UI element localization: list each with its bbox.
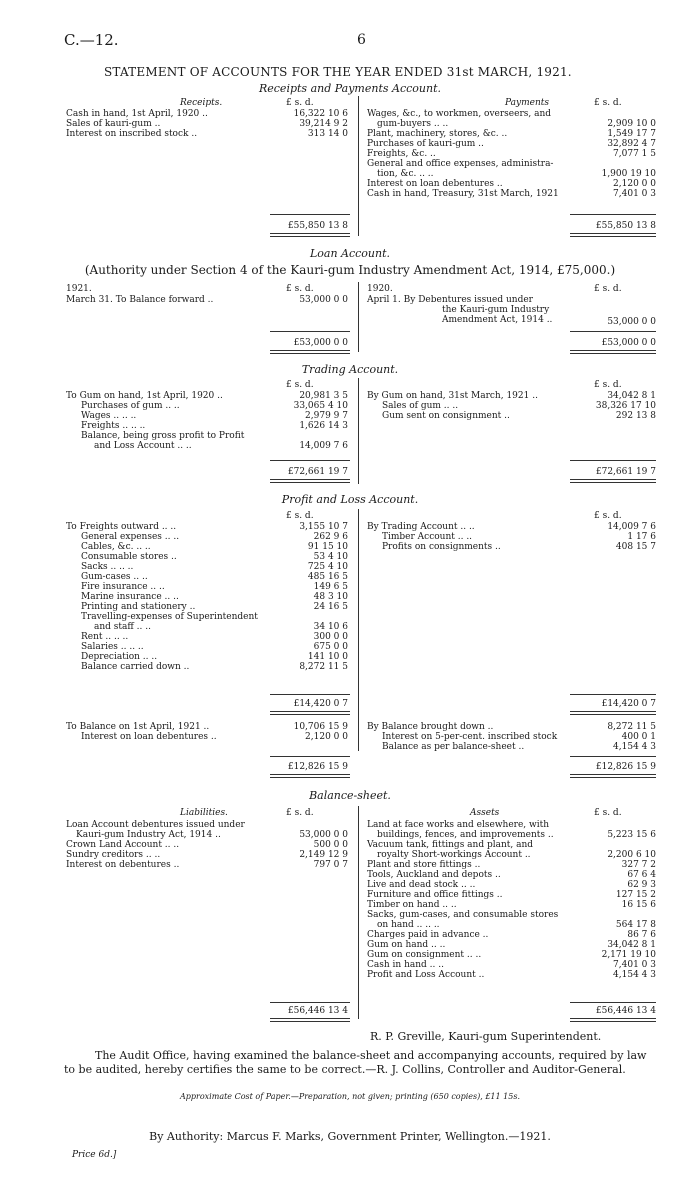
receipts-payments-heading: Receipts and Payments Account. (258, 82, 441, 95)
asset-row: Gum on consignment .. .. (367, 950, 482, 960)
asset-row: Gum on hand .. .. (367, 940, 446, 950)
amount: 1,549 17 7 (607, 129, 656, 139)
receipts-amounts (262, 109, 348, 139)
receipt-row-cash: Cash in hand, 1st April, 1920 .. (66, 109, 208, 119)
amount: 327 7 2 (621, 860, 656, 870)
amount: 14,009 7 6 (607, 522, 656, 532)
pl-row: Timber Account .. .. (382, 532, 473, 542)
trading-row: Freights .. .. .. (81, 421, 146, 431)
amount: 20,981 3 5 (299, 391, 348, 401)
asset-row: royalty Short-workings Account .. (377, 850, 531, 860)
amount: 797 0 7 (313, 860, 348, 870)
amount: 7,077 1 5 (613, 149, 656, 159)
amount: 292 13 8 (615, 411, 656, 421)
amount: 400 0 1 (621, 732, 656, 742)
amount: 408 15 7 (615, 542, 656, 552)
asset-row: Furniture and office fittings .. (367, 890, 503, 900)
currency-head: £ s. d. (594, 284, 622, 294)
double-rule (570, 479, 656, 483)
trading-row: To Gum on hand, 1st April, 1920 .. (66, 391, 223, 401)
amount: 3,155 10 7 (299, 522, 348, 532)
currency-head: £ s. d. (286, 808, 314, 818)
liabilities-total: £56,446 13 4 (287, 1006, 348, 1016)
page-number: 6 (357, 32, 366, 48)
assets-total: £56,446 13 4 (595, 1006, 656, 1016)
pl-row: Fire insurance .. .. (81, 582, 165, 592)
amount: 86 7 6 (627, 930, 656, 940)
loan-authority: (Authority under Section 4 of the Kauri-gum Industry Amendment Act, 1914, £75,000.) (84, 263, 616, 277)
pl-credit-total: £14,420 0 7 (601, 699, 656, 709)
column-divider (358, 509, 359, 751)
amount: 313 14 0 (307, 129, 348, 139)
column-divider (358, 806, 359, 1019)
amount (568, 159, 656, 169)
trading-row: Sales of gum .. .. (382, 401, 459, 411)
liabilities-head: Liabilities. (180, 808, 228, 818)
currency-head: £ s. d. (594, 808, 622, 818)
rule (570, 694, 656, 695)
document-ref: C.—12. (64, 31, 119, 49)
rule (570, 460, 656, 461)
assets-list (367, 820, 577, 980)
trading-row: Balance, being gross profit to Profit (81, 431, 245, 441)
pl-row: and staff .. .. (94, 622, 151, 632)
asset-row: Tools, Auckland and depots .. (367, 870, 501, 880)
payments-column-head: Payments (505, 98, 549, 108)
payment-row: Wages, &c., to workmen, overseers, and (367, 109, 552, 119)
amount: 485 16 5 (307, 572, 348, 582)
page-title: STATEMENT OF ACCOUNTS FOR THE YEAR ENDED 31st MARCH, 1921. (104, 65, 572, 79)
rule (570, 756, 656, 757)
amount: 675 0 0 (313, 642, 348, 652)
pl-row: By Balance brought down .. (367, 722, 494, 732)
audit-line-2: to be audited, hereby certifies the same to be correct.—R. J. Collins, Controller and Auditor-General. (64, 1063, 626, 1076)
trading-credit-total: £72,661 19 7 (595, 467, 656, 477)
amount: 16 15 6 (621, 900, 656, 910)
pl-row: To Balance on 1st April, 1921 .. (66, 722, 210, 732)
amount: 1 17 6 (627, 532, 656, 542)
asset-row: Charges paid in advance .. (367, 930, 489, 940)
amount: 300 0 0 (313, 632, 348, 642)
profit-loss-credit-list-2 (367, 722, 572, 752)
currency-head: £ s. d. (286, 98, 314, 108)
currency-head: £ s. d. (594, 511, 622, 521)
asset-row: on hand .. .. .. (377, 920, 440, 930)
amount: 91 15 10 (307, 542, 348, 552)
amount: 38,326 17 10 (595, 401, 656, 411)
payments-amounts (568, 109, 656, 199)
amount: 5,223 15 6 (607, 830, 656, 840)
column-divider (358, 96, 359, 236)
signature: R. P. Greville, Kauri-gum Superintendent. (370, 1030, 602, 1043)
amount (262, 431, 348, 441)
pl-row: Cables, &c. .. .. (81, 542, 151, 552)
double-rule (270, 233, 350, 237)
double-rule (570, 1018, 656, 1022)
asset-row: Profit and Loss Account .. (367, 970, 485, 980)
liability-row: Crown Land Account .. .. (66, 840, 180, 850)
loan-heading: Loan Account. (309, 247, 391, 260)
loan-right-total: £53,000 0 0 (601, 338, 656, 348)
amount: 2,149 12 9 (299, 850, 348, 860)
loan-right-line: April 1. By Debentures issued under (367, 295, 533, 305)
asset-row: buildings, fences, and improvements .. (377, 830, 554, 840)
amount: 32,892 4 7 (607, 139, 656, 149)
amount: 24 16 5 (313, 602, 348, 612)
amount: 33,065 4 10 (293, 401, 348, 411)
double-rule (570, 233, 656, 237)
asset-row: Land at face works and elsewhere, with (367, 820, 549, 830)
liability-row: Interest on debentures .. (66, 860, 180, 870)
trading-row: and Loss Account .. .. (94, 441, 192, 451)
amount: 4,154 4 3 (613, 970, 656, 980)
pl-row: General expenses .. .. (81, 532, 180, 542)
pl-credit-total-2: £12,826 15 9 (595, 762, 656, 772)
pl-row: Rent .. .. .. (81, 632, 129, 642)
double-rule (270, 711, 350, 715)
loan-left-year: 1921. (66, 284, 92, 294)
amount: 34,042 8 1 (607, 940, 656, 950)
rule (270, 214, 350, 215)
amount: 2,120 0 0 (613, 179, 656, 189)
trading-debit-amounts (262, 391, 348, 451)
payment-row: gum-buyers .. .. (377, 119, 449, 129)
amount (568, 910, 656, 920)
payment-row: Interest on loan debentures .. (367, 179, 503, 189)
pl-row: Travelling-expenses of Superintendent (81, 612, 258, 622)
currency-head: £ s. d. (594, 380, 622, 390)
price: Price 6d.] (72, 1150, 117, 1160)
printer-line: By Authority: Marcus F. Marks, Government Printer, Wellington.—1921. (149, 1130, 551, 1143)
payment-row: General and office expenses, administra- (367, 159, 554, 169)
audit-line-1: The Audit Office, having examined the balance-sheet and accompanying accounts, required by law (95, 1049, 647, 1062)
receipts-column-head: Receipts. (180, 98, 223, 108)
payment-row: Cash in hand, Treasury, 31st March, 1921 (367, 189, 559, 199)
amount: 2,120 0 0 (305, 732, 348, 742)
double-rule (570, 711, 656, 715)
currency-head: £ s. d. (286, 284, 314, 294)
liability-row: Kauri-gum Industry Act, 1914 .. (76, 830, 221, 840)
currency-head: £ s. d. (286, 511, 314, 521)
amount: 2,171 19 10 (601, 950, 656, 960)
cost-note: Approximate Cost of Paper.—Preparation, not given; printing (650 copies), £11 15s. (180, 1092, 520, 1101)
payments-list (367, 109, 577, 199)
pl-row: Printing and stationery .. (81, 602, 196, 612)
amount: 7,401 0 3 (613, 189, 656, 199)
payments-total: £55,850 13 8 (595, 221, 656, 231)
loan-left-total: £53,000 0 0 (293, 338, 348, 348)
rule (270, 1002, 350, 1003)
amount: 141 10 0 (307, 652, 348, 662)
amount: 48 3 10 (313, 592, 348, 602)
amount (568, 820, 656, 830)
loan-right-year: 1920. (367, 284, 393, 294)
liability-row: Sundry creditors .. .. (66, 850, 161, 860)
receipt-row-interest: Interest on inscribed stock .. (66, 129, 198, 139)
liabilities-list (66, 820, 276, 870)
profit-loss-heading: Profit and Loss Account. (281, 493, 419, 506)
loan-right-lines (367, 295, 567, 325)
rule (570, 214, 656, 215)
amount: 725 4 10 (307, 562, 348, 572)
pl-row: Balance carried down .. (81, 662, 190, 672)
amount: 39,214 9 2 (299, 119, 348, 129)
loan-left-amount: 53,000 0 0 (299, 295, 348, 305)
payment-row: Purchases of kauri-gum .. (367, 139, 484, 149)
pl-row: Gum-cases .. .. (81, 572, 148, 582)
rule (270, 331, 350, 332)
amount: 53 4 10 (313, 552, 348, 562)
amount: 564 17 8 (615, 920, 656, 930)
assets-head: Assets (470, 808, 500, 818)
pl-row: By Trading Account .. .. (367, 522, 475, 532)
pl-row: To Freights outward .. .. (66, 522, 177, 532)
liability-row: Loan Account debentures issued under (66, 820, 245, 830)
double-rule (270, 350, 350, 354)
profit-loss-credit-amounts-2 (568, 722, 656, 752)
pl-row: Profits on consignments .. (382, 542, 501, 552)
profit-loss-debit-amounts-2 (262, 722, 348, 742)
pl-row: Depreciation .. .. (81, 652, 158, 662)
double-rule (270, 1018, 350, 1022)
receipts-list (66, 109, 276, 139)
trading-row: By Gum on hand, 31st March, 1921 .. (367, 391, 538, 401)
receipt-row-sales: Sales of kauri-gum .. (66, 119, 161, 129)
rule (270, 694, 350, 695)
double-rule (570, 350, 656, 354)
trading-debit-total: £72,661 19 7 (287, 467, 348, 477)
rule (570, 331, 656, 332)
amount: 127 15 2 (615, 890, 656, 900)
column-divider (358, 282, 359, 352)
profit-loss-credit-list (367, 522, 572, 552)
asset-row: Timber on hand .. .. (367, 900, 457, 910)
trading-debit-list (66, 391, 276, 451)
amount: 7,401 0 3 (613, 960, 656, 970)
balance-sheet-heading: Balance-sheet. (309, 789, 391, 802)
pl-row: Interest on 5-per-cent. inscribed stock (382, 732, 558, 742)
receipts-total: £55,850 13 8 (287, 221, 348, 231)
pl-row: Consumable stores .. (81, 552, 177, 562)
double-rule (570, 774, 656, 778)
amount: 8,272 11 5 (607, 722, 656, 732)
amount: 500 0 0 (313, 840, 348, 850)
currency-head: £ s. d. (594, 98, 622, 108)
payment-row: tion, &c. .. .. (377, 169, 434, 179)
trading-row: Purchases of gum .. .. (81, 401, 180, 411)
profit-loss-debit-amounts (262, 522, 348, 672)
profit-loss-debit-list (66, 522, 276, 672)
double-rule (270, 774, 350, 778)
liabilities-amounts (262, 820, 348, 870)
amount: 2,200 6 10 (607, 850, 656, 860)
payment-row: Plant, machinery, stores, &c. .. (367, 129, 508, 139)
amount (568, 109, 656, 119)
pl-debit-total-2: £12,826 15 9 (287, 762, 348, 772)
amount: 34,042 8 1 (607, 391, 656, 401)
amount: 1,626 14 3 (299, 421, 348, 431)
amount (568, 840, 656, 850)
pl-debit-total: £14,420 0 7 (293, 699, 348, 709)
asset-row: Cash in hand .. .. (367, 960, 444, 970)
amount: 67 6 4 (627, 870, 656, 880)
trading-credit-list (367, 391, 572, 421)
amount: 4,154 4 3 (613, 742, 656, 752)
asset-row: Plant and store fittings .. (367, 860, 481, 870)
amount: 34 10 6 (313, 622, 348, 632)
amount: 14,009 7 6 (299, 441, 348, 451)
asset-row: Vacuum tank, fittings and plant, and (367, 840, 534, 850)
asset-row: Live and dead stock .. .. (367, 880, 476, 890)
pl-row: Salaries .. .. .. (81, 642, 144, 652)
pl-row: Interest on loan debentures .. (81, 732, 217, 742)
amount: 10,706 15 9 (293, 722, 348, 732)
payment-row: Freights, &c. .. (367, 149, 436, 159)
amount: 262 9 6 (313, 532, 348, 542)
amount (262, 612, 348, 622)
loan-right-line: Amendment Act, 1914 .. (442, 315, 553, 325)
rule (270, 756, 350, 757)
double-rule (270, 479, 350, 483)
amount: 2,909 10 0 (607, 119, 656, 129)
trading-row: Wages .. .. .. (81, 411, 137, 421)
loan-right-line: the Kauri-gum Industry (442, 305, 550, 315)
rule (270, 460, 350, 461)
loan-left-line: March 31. To Balance forward .. (66, 295, 214, 305)
pl-row: Balance as per balance-sheet .. (382, 742, 525, 752)
amount: 16,322 10 6 (293, 109, 348, 119)
amount: 62 9 3 (627, 880, 656, 890)
trading-row: Gum sent on consignment .. (382, 411, 510, 421)
profit-loss-debit-list-2 (66, 722, 276, 742)
profit-loss-credit-amounts (568, 522, 656, 552)
trading-credit-amounts (568, 391, 656, 421)
amount: 1,900 19 10 (601, 169, 656, 179)
rule (570, 1002, 656, 1003)
amount: 8,272 11 5 (299, 662, 348, 672)
amount: 149 6 5 (313, 582, 348, 592)
amount: 53,000 0 0 (299, 830, 348, 840)
amount: 2,979 9 7 (305, 411, 348, 421)
loan-right-amount: 53,000 0 0 (607, 317, 656, 327)
amount (262, 820, 348, 830)
currency-head: £ s. d. (286, 380, 314, 390)
column-divider (358, 378, 359, 484)
pl-row: Sacks .. .. .. (81, 562, 134, 572)
asset-row: Sacks, gum-cases, and consumable stores (367, 910, 559, 920)
trading-heading: Trading Account. (301, 363, 399, 376)
assets-amounts (568, 820, 656, 980)
pl-row: Marine insurance .. .. (81, 592, 179, 602)
